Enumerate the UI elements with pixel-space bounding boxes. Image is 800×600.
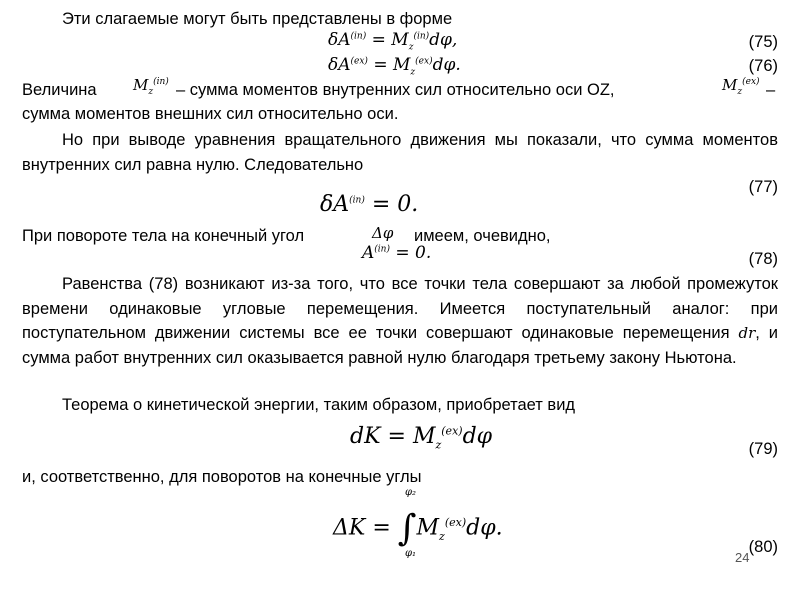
text-line: – сумма моментов внутренних сил относительно оси OZ, — [176, 81, 615, 99]
formula-dphi: Δφ — [372, 224, 394, 242]
text-line: сумма моментов внешних сил относительно оси. — [22, 105, 399, 123]
formula-m-ex: $M_z^{(ex)}$ — [722, 76, 760, 97]
equation-number: (80) — [748, 538, 778, 556]
text-line: имеем, очевидно, — [414, 227, 551, 245]
equation-number: (78) — [748, 250, 778, 268]
equation-number: (76) — [748, 57, 778, 75]
text-line: Величина — [22, 81, 97, 99]
formula-75: $\delta A^{(in)} = M_z^{(in)}d\varphi$, — [328, 30, 458, 53]
page-number: 24 — [735, 550, 750, 565]
text-line: Эти слагаемые могут быть представлены в форме — [62, 10, 453, 28]
integral-lower-limit: φ₁ — [405, 548, 417, 559]
equation-number: (77) — [748, 178, 778, 196]
text-line: – — [766, 81, 776, 99]
integral-sign: ∫ — [397, 508, 417, 549]
formula-dr: dr — [738, 324, 756, 342]
equation-number: (79) — [748, 440, 778, 458]
equation-number: (75) — [748, 33, 778, 51]
formula-78: $A^{(in)} = 0$. — [362, 243, 432, 263]
formula-79: dK = $M_z^{(ex)}d\varphi$ — [350, 424, 493, 452]
formula-76: $\delta A^{(ex)} = M_z^{(ex)}d\varphi$. — [328, 55, 461, 78]
text-line: и, соответственно, для поворотов на конечные углы — [22, 468, 422, 486]
text-line: Теорема о кинетической энергии, таким образом, приобретает вид — [62, 396, 576, 414]
formula-77: $\delta A^{(in)} = 0$. — [320, 192, 419, 217]
formula-m-in: $M_z^{(in)}$ — [133, 76, 169, 97]
integral-upper-limit: φ₂ — [405, 487, 417, 498]
text-line: При повороте тела на конечный угол — [22, 227, 305, 245]
formula-80: $\Delta K = \int M_z^{(ex)}d\varphi$. — [333, 508, 503, 549]
paragraph: Равенства (78) возникают из-за того, что все точки тела совершают за любой промежуток времени одинаковые угловые перемещения. Имеется поступательный аналог: при поступательном движении системы все ее точки совершают одинаковые перемещения dr, и сумма работ внутренних сил оказывается равной нулю благодаря третьему закону Ньютона. — [22, 275, 778, 367]
paragraph: Но при выводе уравнения вращательного движения мы показали, что сумма моментов внутренних сил равна нулю. Следовательно — [22, 131, 778, 174]
